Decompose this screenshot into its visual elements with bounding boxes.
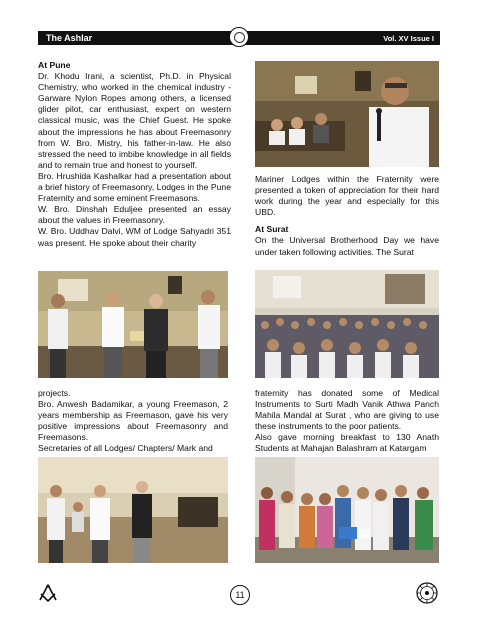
paragraph: Bro. Anwesh Badamikar, a young Freemason, 2 years membership as Freemason, gave his very positive impressions about Freemasonry and Freemasons.	[38, 399, 228, 443]
photo-surat-donation-group	[255, 457, 439, 563]
page-number: 11	[230, 585, 250, 605]
paragraph: W. Bro. Dinshah Eduljee presented an essay about the values in Freemasonry.	[38, 204, 231, 226]
text-column-left-top	[38, 60, 231, 249]
text-column-left-mid	[38, 388, 228, 455]
paragraph: Bro. Hrushida Kashalkar had a presentation about a brief history of Freemasonry, Lodges in the Pune Fraternity and some eminent Freemasons.	[38, 170, 231, 204]
paragraph: fraternity has donated some of Medical Instruments to Surti Madh Vanik Athwa Panch Mahila Mandal at Surat , who are giving to use these instruments to the poor patients.	[255, 388, 439, 432]
paragraph: Secretaries of all Lodges/ Chapters/ Mark and	[38, 443, 213, 454]
text-column-right-mid	[255, 388, 439, 455]
paragraph: projects.	[38, 388, 71, 398]
text-column-right-top	[255, 174, 439, 258]
lodge-emblem-icon	[229, 27, 249, 47]
section-heading: At Pune	[38, 60, 71, 70]
paragraph: On the Universal Brotherhood Day we have under taken following activities. The Surat	[255, 235, 439, 257]
photo-lodge-members-indoor	[38, 457, 228, 563]
section-heading: At Surat	[255, 224, 289, 235]
lodge-seal-icon	[416, 582, 438, 604]
paragraph: Also gave morning breakfast to 130 Anath Students at Mahajan Balashram at Katargam	[255, 432, 439, 454]
photo-award-presentation-pune	[38, 271, 228, 378]
photo-speaker-with-microphone	[255, 61, 439, 167]
square-and-compasses-icon	[38, 584, 58, 602]
paragraph: W. Bro. Uddhav Dalvi, WM of Lodge Sahyadri 351 was present. He spoke about their charity	[38, 226, 231, 248]
paragraph: Mariner Lodges within the Fraternity were presented a token of appreciation for their hard work during the year and especially for this UBD.	[255, 174, 439, 218]
magazine-title: The Ashlar	[46, 33, 93, 43]
issue-label: Vol. XV Issue I	[383, 33, 434, 43]
paragraph: Dr. Khodu Irani, a scientist, Ph.D. in Physical Chemistry, who worked in the chemical industry - Garware Nylon Ropes among others, a licensed glider pilot, car enthusiast, expert on western classical music, was the Chief Guest. He spoke about the impressions he has about Freemasonry from W. Bro. Mistry, his father-in-law. He also stressed the need to imbibe knowledge in all fields and to remain true and honest to yourself.	[38, 71, 231, 170]
photo-surat-gathering-hall	[255, 270, 439, 378]
